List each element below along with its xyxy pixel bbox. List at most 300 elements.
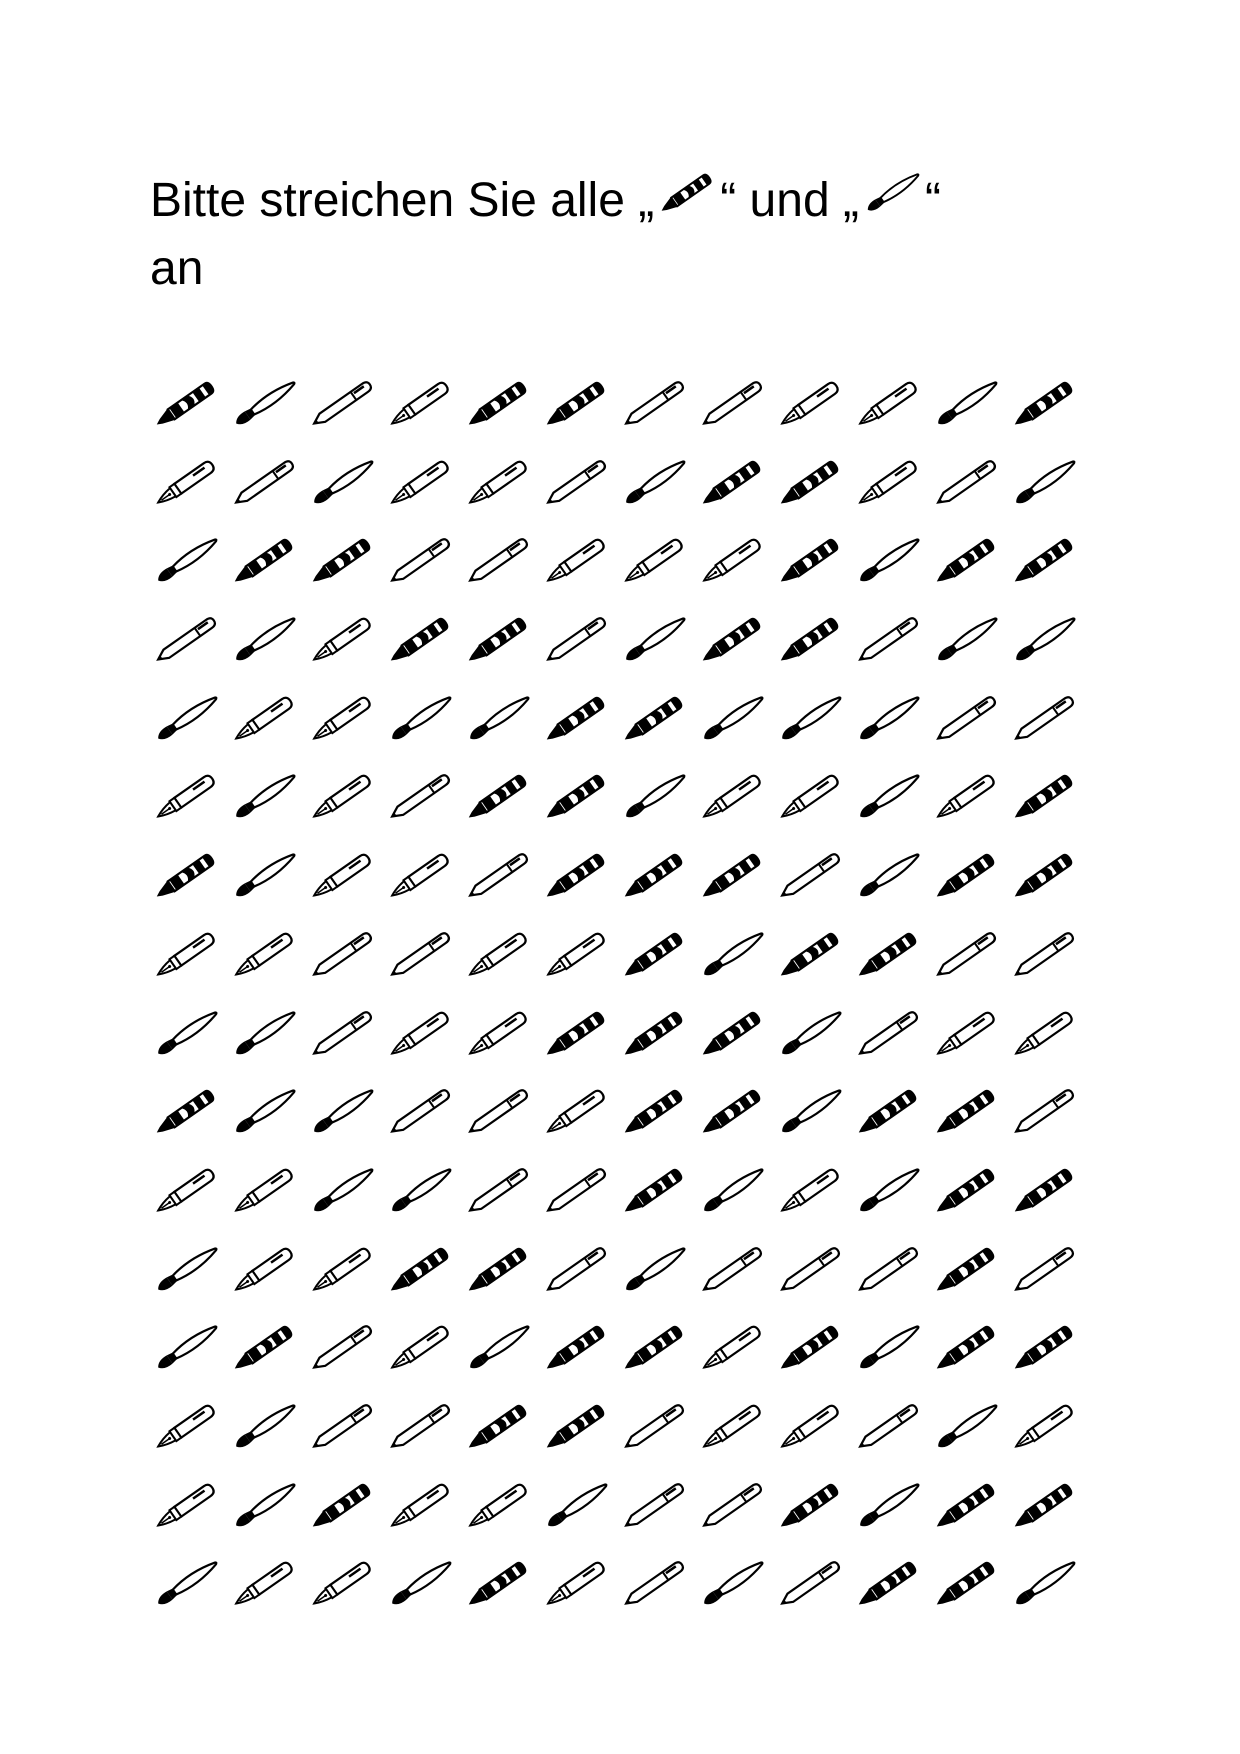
- grid-cell[interactable]: [850, 1159, 928, 1238]
- grid-cell[interactable]: [1006, 1002, 1084, 1081]
- grid-cell[interactable]: [460, 923, 538, 1002]
- grid-cell[interactable]: [694, 1080, 772, 1159]
- paintbrush-icon: [694, 1161, 770, 1221]
- grid-cell[interactable]: [148, 1002, 226, 1081]
- grid-cell[interactable]: [1006, 1238, 1084, 1317]
- pen-icon: [382, 1082, 458, 1142]
- grid-cell[interactable]: [382, 529, 460, 608]
- fountain-pen-icon: [616, 531, 692, 591]
- crayon-icon: [538, 374, 614, 434]
- grid-cell[interactable]: [616, 765, 694, 844]
- crayon-icon: [772, 1318, 848, 1378]
- grid-cell[interactable]: [928, 1552, 1006, 1631]
- pen-icon: [304, 1397, 380, 1457]
- grid-cell[interactable]: [148, 1238, 226, 1317]
- grid-cell[interactable]: [304, 529, 382, 608]
- grid-cell[interactable]: [694, 608, 772, 687]
- grid-cell[interactable]: [226, 529, 304, 608]
- grid-cell[interactable]: [148, 1395, 226, 1474]
- grid-cell[interactable]: [304, 687, 382, 766]
- grid-cell[interactable]: [538, 608, 616, 687]
- crayon-icon: [928, 1476, 1004, 1536]
- grid-cell[interactable]: [460, 1316, 538, 1395]
- grid-cell[interactable]: [928, 1002, 1006, 1081]
- grid-cell[interactable]: [382, 687, 460, 766]
- pen-icon: [694, 374, 770, 434]
- grid-cell[interactable]: [226, 1159, 304, 1238]
- paintbrush-icon: [460, 689, 536, 749]
- grid-cell[interactable]: [304, 451, 382, 530]
- grid-cell[interactable]: [928, 1080, 1006, 1159]
- grid-cell[interactable]: [226, 372, 304, 451]
- paintbrush-icon: [148, 1240, 224, 1300]
- crayon-icon: [928, 531, 1004, 591]
- pen-icon: [382, 925, 458, 985]
- instruction-line-2: an: [150, 242, 204, 295]
- grid-cell[interactable]: [772, 1474, 850, 1553]
- grid-cell[interactable]: [148, 844, 226, 923]
- pen-icon: [772, 1554, 848, 1614]
- pen-icon: [304, 374, 380, 434]
- grid-cell[interactable]: [382, 1238, 460, 1317]
- grid-cell[interactable]: [304, 608, 382, 687]
- crayon-icon: [538, 1397, 614, 1457]
- fountain-pen-icon: [226, 1161, 302, 1221]
- crayon-icon: [694, 1082, 770, 1142]
- paintbrush-icon: [616, 453, 692, 513]
- pen-icon: [1006, 925, 1082, 985]
- fountain-pen-icon: [382, 846, 458, 906]
- grid-cell[interactable]: [694, 1002, 772, 1081]
- paintbrush-icon: [694, 689, 770, 749]
- grid-cell[interactable]: [616, 844, 694, 923]
- grid-cell[interactable]: [304, 1002, 382, 1081]
- grid-cell[interactable]: [304, 844, 382, 923]
- grid-cell[interactable]: [460, 687, 538, 766]
- grid-cell[interactable]: [304, 1238, 382, 1317]
- grid-cell[interactable]: [226, 1238, 304, 1317]
- crayon-icon: [616, 846, 692, 906]
- grid-cell[interactable]: [694, 529, 772, 608]
- grid-cell[interactable]: [226, 1002, 304, 1081]
- grid-cell[interactable]: [694, 1395, 772, 1474]
- grid-cell[interactable]: [148, 923, 226, 1002]
- grid-cell[interactable]: [382, 765, 460, 844]
- crayon-icon: [616, 1004, 692, 1064]
- paintbrush-icon: [148, 689, 224, 749]
- paintbrush-icon: [382, 689, 458, 749]
- pen-icon: [772, 846, 848, 906]
- instruction-text-part3: “: [924, 174, 941, 227]
- grid-cell[interactable]: [304, 765, 382, 844]
- grid-cell[interactable]: [148, 1552, 226, 1631]
- grid-cell[interactable]: [850, 923, 928, 1002]
- crayon-icon: [304, 531, 380, 591]
- grid-cell[interactable]: [226, 844, 304, 923]
- grid-cell[interactable]: [1006, 372, 1084, 451]
- fountain-pen-icon: [1006, 1004, 1082, 1064]
- crayon-icon: [928, 1554, 1004, 1614]
- paintbrush-icon: [226, 1397, 302, 1457]
- grid-cell[interactable]: [772, 1316, 850, 1395]
- grid-cell[interactable]: [772, 1395, 850, 1474]
- grid-cell[interactable]: [148, 451, 226, 530]
- crayon-icon: [538, 846, 614, 906]
- grid-cell[interactable]: [148, 1159, 226, 1238]
- grid-cell[interactable]: [616, 451, 694, 530]
- grid-cell[interactable]: [1006, 1316, 1084, 1395]
- crayon-icon: [694, 1004, 770, 1064]
- grid-cell[interactable]: [382, 1002, 460, 1081]
- grid-cell[interactable]: [772, 844, 850, 923]
- grid-cell[interactable]: [304, 1159, 382, 1238]
- grid-cell[interactable]: [850, 1474, 928, 1553]
- grid-cell[interactable]: [694, 1552, 772, 1631]
- grid-cell[interactable]: [616, 1395, 694, 1474]
- grid-cell[interactable]: [148, 687, 226, 766]
- fountain-pen-icon: [304, 1240, 380, 1300]
- grid-cell[interactable]: [772, 765, 850, 844]
- grid-cell[interactable]: [1006, 1080, 1084, 1159]
- crayon-icon: [460, 374, 536, 434]
- fountain-pen-icon: [772, 374, 848, 434]
- grid-cell[interactable]: [616, 1002, 694, 1081]
- grid-cell[interactable]: [1006, 451, 1084, 530]
- paintbrush-icon: [694, 925, 770, 985]
- grid-cell[interactable]: [1006, 1395, 1084, 1474]
- crayon-icon: [460, 1554, 536, 1614]
- grid-cell[interactable]: [772, 1159, 850, 1238]
- pen-icon: [616, 1476, 692, 1536]
- grid-cell[interactable]: [460, 1080, 538, 1159]
- grid-cell[interactable]: [694, 1474, 772, 1553]
- grid-cell[interactable]: [226, 687, 304, 766]
- grid-cell[interactable]: [772, 608, 850, 687]
- grid-cell[interactable]: [694, 687, 772, 766]
- fountain-pen-icon: [304, 610, 380, 670]
- fountain-pen-icon: [148, 453, 224, 513]
- fountain-pen-icon: [538, 925, 614, 985]
- grid-cell[interactable]: [460, 372, 538, 451]
- paintbrush-icon: [226, 1476, 302, 1536]
- paintbrush-icon: [304, 1161, 380, 1221]
- grid-cell[interactable]: [148, 765, 226, 844]
- fountain-pen-icon: [226, 1554, 302, 1614]
- fountain-pen-icon: [304, 1554, 380, 1614]
- fountain-pen-icon: [382, 1318, 458, 1378]
- grid-cell[interactable]: [538, 1002, 616, 1081]
- grid-cell[interactable]: [226, 451, 304, 530]
- crayon-icon: [226, 1318, 302, 1378]
- grid-cell[interactable]: [928, 1159, 1006, 1238]
- pen-icon: [538, 1161, 614, 1221]
- crayon-icon: [772, 610, 848, 670]
- grid-cell[interactable]: [616, 1080, 694, 1159]
- fountain-pen-icon: [538, 531, 614, 591]
- crayon-icon: [772, 453, 848, 513]
- grid-cell[interactable]: [460, 1395, 538, 1474]
- grid-cell[interactable]: [148, 529, 226, 608]
- grid-cell[interactable]: [382, 1395, 460, 1474]
- paintbrush-icon: [850, 1161, 926, 1221]
- grid-cell[interactable]: [616, 1316, 694, 1395]
- grid-cell[interactable]: [226, 765, 304, 844]
- grid-cell[interactable]: [616, 529, 694, 608]
- pen-icon: [616, 1554, 692, 1614]
- crayon-icon: [616, 1318, 692, 1378]
- grid-cell[interactable]: [538, 529, 616, 608]
- grid-cell[interactable]: [850, 529, 928, 608]
- paintbrush-icon: [226, 1082, 302, 1142]
- grid-cell[interactable]: [460, 529, 538, 608]
- crayon-icon: [460, 1397, 536, 1457]
- crayon-icon: [694, 610, 770, 670]
- grid-cell[interactable]: [460, 1159, 538, 1238]
- grid-cell[interactable]: [538, 451, 616, 530]
- grid-cell[interactable]: [304, 1080, 382, 1159]
- grid-cell[interactable]: [1006, 765, 1084, 844]
- grid-cell[interactable]: [460, 844, 538, 923]
- grid-cell[interactable]: [538, 1159, 616, 1238]
- grid-cell[interactable]: [1006, 529, 1084, 608]
- pen-icon: [850, 1004, 926, 1064]
- fountain-pen-icon: [460, 1004, 536, 1064]
- grid-cell[interactable]: [304, 372, 382, 451]
- grid-cell[interactable]: [1006, 608, 1084, 687]
- grid-cell[interactable]: [538, 687, 616, 766]
- grid-cell[interactable]: [226, 1395, 304, 1474]
- crayon-icon: [1006, 1476, 1082, 1536]
- grid-cell[interactable]: [226, 923, 304, 1002]
- grid-cell[interactable]: [226, 1552, 304, 1631]
- crayon-icon: [1006, 374, 1082, 434]
- grid-cell[interactable]: [928, 608, 1006, 687]
- crayon-icon: [850, 1082, 926, 1142]
- crayon-icon: [616, 1161, 692, 1221]
- grid-cell[interactable]: [850, 608, 928, 687]
- grid-cell[interactable]: [538, 1316, 616, 1395]
- grid-cell[interactable]: [304, 923, 382, 1002]
- grid-cell[interactable]: [538, 1080, 616, 1159]
- grid-cell[interactable]: [1006, 1474, 1084, 1553]
- grid-cell[interactable]: [928, 1316, 1006, 1395]
- grid-cell[interactable]: [304, 1552, 382, 1631]
- grid-cell[interactable]: [928, 1474, 1006, 1553]
- pen-icon: [1006, 1240, 1082, 1300]
- grid-cell[interactable]: [148, 372, 226, 451]
- grid-cell[interactable]: [460, 1552, 538, 1631]
- grid-cell[interactable]: [772, 451, 850, 530]
- grid-cell[interactable]: [538, 1395, 616, 1474]
- grid-cell[interactable]: [538, 765, 616, 844]
- grid-cell[interactable]: [538, 372, 616, 451]
- crayon-icon: [616, 1082, 692, 1142]
- grid-cell[interactable]: [772, 372, 850, 451]
- grid-cell[interactable]: [460, 451, 538, 530]
- grid-cell[interactable]: [1006, 923, 1084, 1002]
- grid-cell[interactable]: [148, 1316, 226, 1395]
- grid-cell[interactable]: [616, 1238, 694, 1317]
- grid-cell[interactable]: [772, 687, 850, 766]
- paintbrush-icon: [382, 1161, 458, 1221]
- paintbrush-icon: [928, 374, 1004, 434]
- grid-cell[interactable]: [226, 1474, 304, 1553]
- grid-cell[interactable]: [460, 765, 538, 844]
- grid-cell[interactable]: [850, 1395, 928, 1474]
- pen-icon: [694, 1240, 770, 1300]
- grid-cell[interactable]: [382, 608, 460, 687]
- pen-icon: [928, 453, 1004, 513]
- paintbrush-icon: [859, 160, 925, 226]
- grid-cell[interactable]: [382, 1080, 460, 1159]
- grid-cell[interactable]: [538, 1238, 616, 1317]
- grid-cell[interactable]: [772, 1080, 850, 1159]
- pen-icon: [382, 1397, 458, 1457]
- grid-cell[interactable]: [226, 608, 304, 687]
- grid-cell[interactable]: [850, 1316, 928, 1395]
- grid-cell[interactable]: [616, 372, 694, 451]
- grid-cell[interactable]: [1006, 687, 1084, 766]
- grid-cell[interactable]: [850, 1080, 928, 1159]
- pen-icon: [304, 1318, 380, 1378]
- grid-cell[interactable]: [694, 372, 772, 451]
- fountain-pen-icon: [460, 925, 536, 985]
- grid-cell[interactable]: [850, 1552, 928, 1631]
- grid-cell[interactable]: [616, 1552, 694, 1631]
- grid-cell[interactable]: [694, 844, 772, 923]
- grid-cell[interactable]: [460, 608, 538, 687]
- crayon-icon: [616, 689, 692, 749]
- pen-icon: [148, 610, 224, 670]
- crayon-icon: [928, 1240, 1004, 1300]
- grid-cell[interactable]: [538, 923, 616, 1002]
- grid-cell[interactable]: [850, 1238, 928, 1317]
- grid-cell[interactable]: [850, 451, 928, 530]
- grid-cell[interactable]: [538, 1474, 616, 1553]
- grid-cell[interactable]: [850, 844, 928, 923]
- paintbrush-icon: [850, 531, 926, 591]
- grid-cell[interactable]: [460, 1002, 538, 1081]
- grid-cell[interactable]: [460, 1474, 538, 1553]
- grid-cell[interactable]: [928, 923, 1006, 1002]
- grid-cell[interactable]: [304, 1474, 382, 1553]
- grid-cell[interactable]: [928, 1238, 1006, 1317]
- grid-cell[interactable]: [694, 1238, 772, 1317]
- pen-icon: [616, 1397, 692, 1457]
- fountain-pen-icon: [226, 689, 302, 749]
- fountain-pen-icon: [694, 767, 770, 827]
- grid-cell[interactable]: [148, 1474, 226, 1553]
- grid-cell[interactable]: [928, 451, 1006, 530]
- grid-cell[interactable]: [850, 1002, 928, 1081]
- fountain-pen-icon: [382, 453, 458, 513]
- grid-cell[interactable]: [694, 1316, 772, 1395]
- grid-cell[interactable]: [382, 844, 460, 923]
- paintbrush-icon: [460, 1318, 536, 1378]
- grid-cell[interactable]: [148, 1080, 226, 1159]
- grid-cell[interactable]: [1006, 1159, 1084, 1238]
- pen-icon: [928, 925, 1004, 985]
- grid-cell[interactable]: [460, 1238, 538, 1317]
- grid-cell[interactable]: [850, 687, 928, 766]
- grid-cell[interactable]: [226, 1316, 304, 1395]
- paintbrush-icon: [148, 1004, 224, 1064]
- grid-cell[interactable]: [928, 529, 1006, 608]
- paintbrush-icon: [1006, 610, 1082, 670]
- fountain-pen-icon: [850, 453, 926, 513]
- grid-cell[interactable]: [928, 844, 1006, 923]
- fountain-pen-icon: [382, 1476, 458, 1536]
- grid-cell[interactable]: [382, 1316, 460, 1395]
- paintbrush-icon: [850, 1318, 926, 1378]
- grid-cell[interactable]: [226, 1080, 304, 1159]
- grid-cell[interactable]: [538, 844, 616, 923]
- grid-cell[interactable]: [928, 765, 1006, 844]
- grid-cell[interactable]: [1006, 844, 1084, 923]
- grid-cell[interactable]: [616, 1159, 694, 1238]
- grid-cell[interactable]: [1006, 1552, 1084, 1631]
- fountain-pen-icon: [304, 689, 380, 749]
- grid-cell[interactable]: [382, 1474, 460, 1553]
- fountain-pen-icon: [772, 767, 848, 827]
- grid-cell[interactable]: [616, 1474, 694, 1553]
- grid-cell[interactable]: [616, 608, 694, 687]
- grid-cell[interactable]: [772, 923, 850, 1002]
- paintbrush-icon: [226, 1004, 302, 1064]
- crayon-icon: [538, 1318, 614, 1378]
- grid-cell[interactable]: [616, 687, 694, 766]
- grid-cell[interactable]: [694, 923, 772, 1002]
- grid-cell[interactable]: [850, 765, 928, 844]
- grid-cell[interactable]: [538, 1552, 616, 1631]
- paintbrush-icon: [928, 1397, 1004, 1457]
- crayon-icon: [1006, 1318, 1082, 1378]
- crayon-icon: [928, 846, 1004, 906]
- grid-cell[interactable]: [382, 451, 460, 530]
- fountain-pen-icon: [928, 1004, 1004, 1064]
- grid-cell[interactable]: [382, 1552, 460, 1631]
- paintbrush-icon: [616, 610, 692, 670]
- grid-cell[interactable]: [694, 765, 772, 844]
- instruction-heading: [150, 160, 1110, 303]
- grid-cell[interactable]: [850, 372, 928, 451]
- grid-cell[interactable]: [694, 451, 772, 530]
- grid-cell[interactable]: [382, 923, 460, 1002]
- paintbrush-icon: [304, 1082, 380, 1142]
- grid-cell[interactable]: [148, 608, 226, 687]
- grid-cell[interactable]: [772, 529, 850, 608]
- grid-cell[interactable]: [928, 1395, 1006, 1474]
- paintbrush-icon: [850, 846, 926, 906]
- fountain-pen-icon: [148, 767, 224, 827]
- grid-cell[interactable]: [382, 372, 460, 451]
- grid-cell[interactable]: [694, 1159, 772, 1238]
- fountain-pen-icon: [772, 1161, 848, 1221]
- grid-cell[interactable]: [772, 1552, 850, 1631]
- grid-cell[interactable]: [772, 1238, 850, 1317]
- grid-cell[interactable]: [772, 1002, 850, 1081]
- grid-cell[interactable]: [928, 372, 1006, 451]
- paintbrush-icon: [382, 1554, 458, 1614]
- grid-cell[interactable]: [382, 1159, 460, 1238]
- grid-cell[interactable]: [928, 687, 1006, 766]
- grid-cell[interactable]: [304, 1316, 382, 1395]
- crayon-icon: [460, 610, 536, 670]
- crayon-icon: [148, 374, 224, 434]
- grid-cell[interactable]: [616, 923, 694, 1002]
- paintbrush-icon: [226, 374, 302, 434]
- grid-cell[interactable]: [304, 1395, 382, 1474]
